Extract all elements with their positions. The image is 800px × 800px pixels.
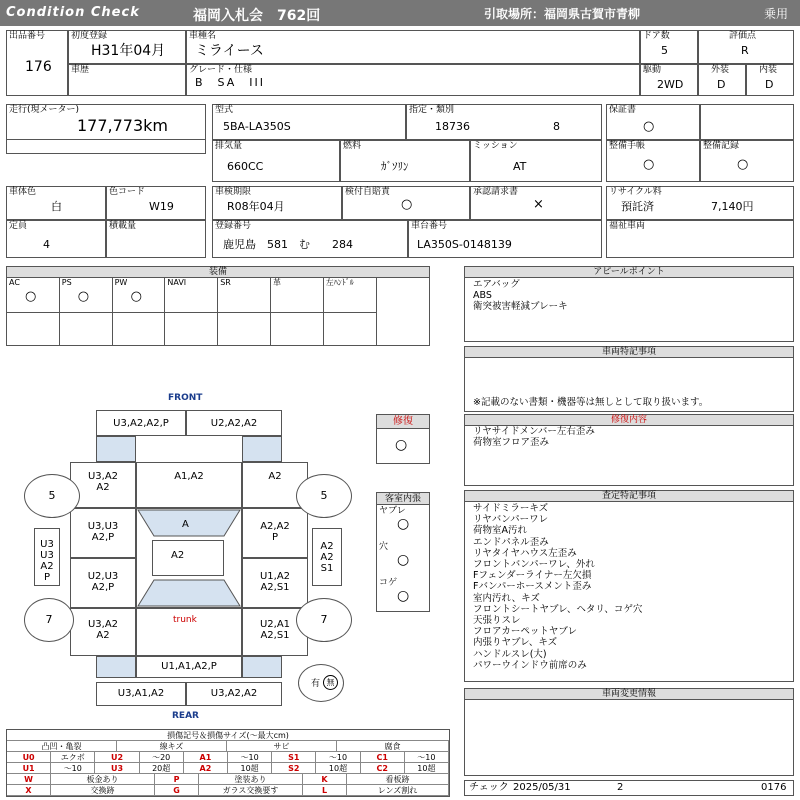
legend-key-code: X xyxy=(7,785,51,796)
fuel-cell: 燃料 ｶﾞｿﾘﾝ xyxy=(340,140,470,182)
auction-title: 福岡入札会 762回 xyxy=(193,8,321,24)
quarter-right: U2,A1 A2,S1 xyxy=(242,608,308,656)
listing-no: 176 xyxy=(25,59,52,75)
grade: B SA III xyxy=(195,76,265,89)
legend-size: エクボ xyxy=(51,752,95,763)
check-code: 0176 xyxy=(761,782,787,793)
side-right: A2 A2 S1 xyxy=(312,528,342,586)
special-box: 車両特記事項 ※記載のない書類・機器等は無しとして取り扱います。 xyxy=(464,346,794,412)
category: 乗用 xyxy=(764,7,789,21)
pickup-location: 引取場所：福岡県古賀市青柳 xyxy=(484,7,641,21)
cabin-mark: ○ xyxy=(397,588,410,604)
capacity-cell: 定員 4 xyxy=(6,220,106,258)
designation-b: 8 xyxy=(553,120,560,133)
legend-key-code: W xyxy=(7,774,51,785)
cabin-mark: ○ xyxy=(397,552,410,568)
legend-key-code: P xyxy=(155,774,199,785)
displacement-cell: 排気量 660CC xyxy=(212,140,340,182)
designation-cell: 指定・類別 18736 8 xyxy=(406,104,602,140)
mileage-cell: 走行(現メーター) 177,773km xyxy=(6,104,206,154)
door-front-left: U3,U3 A2,P xyxy=(70,508,136,558)
legend-size: 〜10 xyxy=(51,763,95,774)
inspection-cell: 車検期限 R08年04月 xyxy=(212,186,342,220)
tire-front-left: 5 xyxy=(24,474,80,518)
legend-code: U0 xyxy=(7,752,51,763)
chassis-cell: 車台番号 LA350S-0148139 xyxy=(408,220,602,258)
legend: 損傷記号＆損傷サイズ(〜最大cm) 凸凹・亀裂 線キズ サビ 腐食 U0 エクボ U2 〜20 A1 〜10 S1 〜10 C1 〜10 U1 〜10 U3 20超 A2 10超 S2 10超 C2 10超 W 板金あり P 塗装あり K 看板跡 X 交換跡 G ガラス交換要す L レンズ割れ xyxy=(6,729,450,797)
mission-cell: ミッション AT xyxy=(470,140,602,182)
load-cell: 積載量 xyxy=(106,220,206,258)
equipment-label: PS xyxy=(61,278,72,287)
exterior: D xyxy=(717,78,726,91)
hood: A1,A2 xyxy=(136,462,242,508)
color-code: W19 xyxy=(149,200,174,213)
front-right-bumper: U2,A2,A2 xyxy=(186,410,282,436)
door-rear-left: U2,U3 A2,P xyxy=(70,558,136,608)
approval: × xyxy=(533,197,544,212)
warranty: ○ xyxy=(643,119,655,134)
first-reg: H31年04月 xyxy=(91,43,166,59)
spare-mark: 無 xyxy=(323,675,338,690)
legend-size: 10超 xyxy=(228,763,272,774)
designation-a: 18736 xyxy=(435,120,470,133)
legend-size: 〜10 xyxy=(405,752,449,763)
legend-key-code: L xyxy=(303,785,347,796)
plate: 鹿児島 581 む 284 xyxy=(223,238,353,251)
check-date: 2025/05/31 xyxy=(513,782,571,793)
door-front-right: A2,A2 P xyxy=(242,508,308,558)
legend-size: 〜20 xyxy=(140,752,184,763)
legend-code: S2 xyxy=(272,763,316,774)
score-cell: 評価点 R xyxy=(698,30,794,64)
legend-key-code: K xyxy=(303,774,347,785)
rear-right-bumper: U3,A2,A2 xyxy=(186,682,282,706)
type-cell: 型式 5BA-LA350S xyxy=(212,104,406,140)
type: 5BA-LA350S xyxy=(223,120,291,133)
legend-key-code: G xyxy=(155,785,199,796)
plate-cell: 登録番号 鹿児島 581 む 284 xyxy=(212,220,408,258)
legend-key-desc: 交換跡 xyxy=(51,785,155,796)
tax-cell: 検付自賠責 ○ xyxy=(342,186,470,220)
fender-left: U3,A2 A2 xyxy=(70,462,136,508)
equipment-label: 革 xyxy=(273,278,281,287)
blank-cell xyxy=(700,104,794,140)
cabin-interior: 客室内張 ヤブレ ○ 穴 ○ コゲ ○ xyxy=(376,492,430,612)
equipment-label: 左ﾊﾝﾄﾞﾙ xyxy=(325,278,354,287)
legend-group: 腐食 xyxy=(337,741,449,752)
recycle-status: 預託済 xyxy=(621,200,654,213)
equipment-mark: ○ xyxy=(77,289,90,304)
special-note: ※記載のない書類・機器等は無しとして取り扱います。 xyxy=(473,397,709,408)
legend-size: 10超 xyxy=(405,763,449,774)
front-label: FRONT xyxy=(168,393,203,403)
appeal-text: エアバッグ ABS 衛突被害軽減ブレーキ xyxy=(473,279,568,313)
recycle-cell: リサイクル料 預託済 7,140円 xyxy=(606,186,794,220)
windshield: A xyxy=(182,519,189,530)
drive-cell: 駆動 2WD xyxy=(640,64,698,96)
damage-diagram: FRONT REAR U3,A2,A2,P U2,A2,A2 U3,A2 A2 A1,A2 A2 U3,U3 A2,P A2,A2 P U2,U3 A2,P U1,A2 A2,S1 U3,A2 A2 U2,A1 A2,S1 A A2 trunk U1,A1,A2,P U3,A1,A2 U3,A2,A2 U3 U3 A2 P A2 A2 S1 5 5 7 7 有 無 修復 ○ 客室内張 ヤブレ ○ 穴 ○ コゲ ○ xyxy=(0,0,460,730)
trunk-label: trunk xyxy=(173,615,197,625)
approval-cell: 承認請求書 × xyxy=(470,186,602,220)
check-count: 2 xyxy=(617,782,624,793)
equipment-label: PW xyxy=(114,278,128,287)
capacity: 4 xyxy=(43,238,50,251)
cabin-label: ヤブレ xyxy=(379,506,406,516)
inspection: R08年04月 xyxy=(227,200,285,213)
inspection-notes-text: サイドミラーキズ リヤバンパーワレ 荷物室A汚れ エンドパネル歪み リヤタイヤハウス左歪み フロントバンパーワレ、外れ Fフェンダーライナー左欠損 Fバンパーホースメント歪み 室内汚れ、キズ フロントシートヤブレ、ヘタリ、コゲ穴 天張りスレ フロアカーペットヤブレ 内張りヤブレ、キズ ハンドルスレ(大) パワーウインドウ前席のみ xyxy=(473,503,643,671)
front-left-bumper: U3,A2,A2,P xyxy=(96,410,186,436)
welfare-cell: 福祉車両 xyxy=(606,220,794,258)
legend-code: C2 xyxy=(361,763,405,774)
legend-key-desc: 板金あり xyxy=(51,774,155,785)
tax: ○ xyxy=(401,197,413,212)
equipment-mark: ○ xyxy=(25,289,37,304)
trunk-lid: U1,A1,A2,P xyxy=(136,656,242,678)
inspection-notes-box: 査定特記事項 サイドミラーキズ リヤバンパーワレ 荷物室A汚れ エンドパネル歪み リヤタイヤハウス左歪み フロントバンパーワレ、外れ Fフェンダーライナー左欠損 Fバンパーホースメント歪み 室内汚れ、キズ フロントシートヤブレ、ヘタリ、コゲ穴 天張りスレ フロアカーペットヤブレ 内張りヤブレ、キズ ハンドルスレ(大) パワーウインドウ前席のみ xyxy=(464,490,794,682)
chassis: LA350S-0148139 xyxy=(417,238,512,251)
legend-size: 〜10 xyxy=(228,752,272,763)
cabin-mark: ○ xyxy=(397,516,410,532)
legend-code: A1 xyxy=(184,752,228,763)
cabin-label: 穴 xyxy=(379,542,389,552)
fender-right: A2 xyxy=(242,462,308,508)
history-cell: 車歴 xyxy=(68,64,186,96)
interior-cell: 内装 D xyxy=(746,64,794,96)
legend-key-desc: 看板跡 xyxy=(347,774,449,785)
doors: 5 xyxy=(661,44,668,57)
repair-text: リヤサイドメンバー左右歪み 荷物室フロア歪み xyxy=(473,426,595,449)
equipment-label: SR xyxy=(220,278,231,287)
legend-code: U3 xyxy=(95,763,139,774)
legend-size: 20超 xyxy=(140,763,184,774)
manual: ○ xyxy=(643,157,655,172)
grade-score: R xyxy=(741,44,749,57)
grade-cell: グレード・仕様 B SA III xyxy=(186,64,640,96)
footer-bar: チェック 2025/05/31 2 0176 xyxy=(464,780,794,796)
changes-box: 車両変更情報 xyxy=(464,688,794,776)
legend-key-desc: 塗装あり xyxy=(199,774,303,785)
legend-code: S1 xyxy=(272,752,316,763)
equipment-label: NAVI xyxy=(167,278,187,287)
tire-rear-right: 7 xyxy=(296,598,352,642)
equipment-mark: ○ xyxy=(130,289,142,304)
exterior-cell: 外装 D xyxy=(698,64,746,96)
equipment-label: AC xyxy=(9,278,20,287)
fuel: ｶﾞｿﾘﾝ xyxy=(381,160,409,173)
sheet-title: Condition Check xyxy=(6,5,140,20)
warranty-cell: 保証書 ○ xyxy=(606,104,700,140)
doors-cell: ドア数 5 xyxy=(640,30,698,64)
mission: AT xyxy=(513,160,527,173)
color-code-cell: 色コード W19 xyxy=(106,186,206,220)
tire-rear-left: 7 xyxy=(24,598,74,642)
manual-cell: 整備手帳 ○ xyxy=(606,140,700,182)
legend-code: A2 xyxy=(184,763,228,774)
cabin-label: コゲ xyxy=(379,578,398,588)
legend-size: 10超 xyxy=(316,763,360,774)
legend-key-desc: レンズ割れ xyxy=(347,785,449,796)
listing-no-cell: 出品番号 176 xyxy=(6,30,68,96)
displacement: 660CC xyxy=(227,160,264,173)
interior: D xyxy=(765,78,774,91)
legend-code: U2 xyxy=(95,752,139,763)
repair-indicator: 修復 ○ xyxy=(376,414,430,464)
rear-left-bumper: U3,A1,A2 xyxy=(96,682,186,706)
drive: 2WD xyxy=(657,78,684,91)
record: ○ xyxy=(737,157,749,172)
legend-group: 凸凹・亀裂 xyxy=(7,741,117,752)
tire-front-right: 5 xyxy=(296,474,352,518)
legend-group: 線キズ xyxy=(117,741,227,752)
equipment-box: 装備 AC ○ PS ○ PW ○ NAVI SR 革 左ﾊﾝﾄﾞﾙ xyxy=(6,266,430,346)
recycle-fee: 7,140円 xyxy=(711,200,754,213)
appeal-box: アピールポイント エアバッグ ABS 衛突被害軽減ブレーキ xyxy=(464,266,794,342)
rear-label: REAR xyxy=(172,711,199,721)
side-left: U3 U3 A2 P xyxy=(34,528,60,586)
legend-code: C1 xyxy=(361,752,405,763)
model-name-cell: 車種名 ミライース xyxy=(186,30,640,64)
roof: A2 xyxy=(152,540,224,576)
first-reg-cell: 初度登録 H31年04月 xyxy=(68,30,186,64)
door-rear-right: U1,A2 A2,S1 xyxy=(242,558,308,608)
legend-group: サビ xyxy=(227,741,337,752)
record-cell: 整備記録 ○ xyxy=(700,140,794,182)
mileage: 177,773km xyxy=(77,116,169,135)
repair-box: 修復内容 リヤサイドメンバー左右歪み 荷物室フロア歪み xyxy=(464,414,794,486)
color: 白 xyxy=(51,200,62,213)
legend-code: U1 xyxy=(7,763,51,774)
legend-key-desc: ガラス交換要す xyxy=(199,785,303,796)
model-name: ミライース xyxy=(195,43,264,59)
quarter-left: U3,A2 A2 xyxy=(70,608,136,656)
color-cell: 車体色 白 xyxy=(6,186,106,220)
legend-size: 〜10 xyxy=(316,752,360,763)
